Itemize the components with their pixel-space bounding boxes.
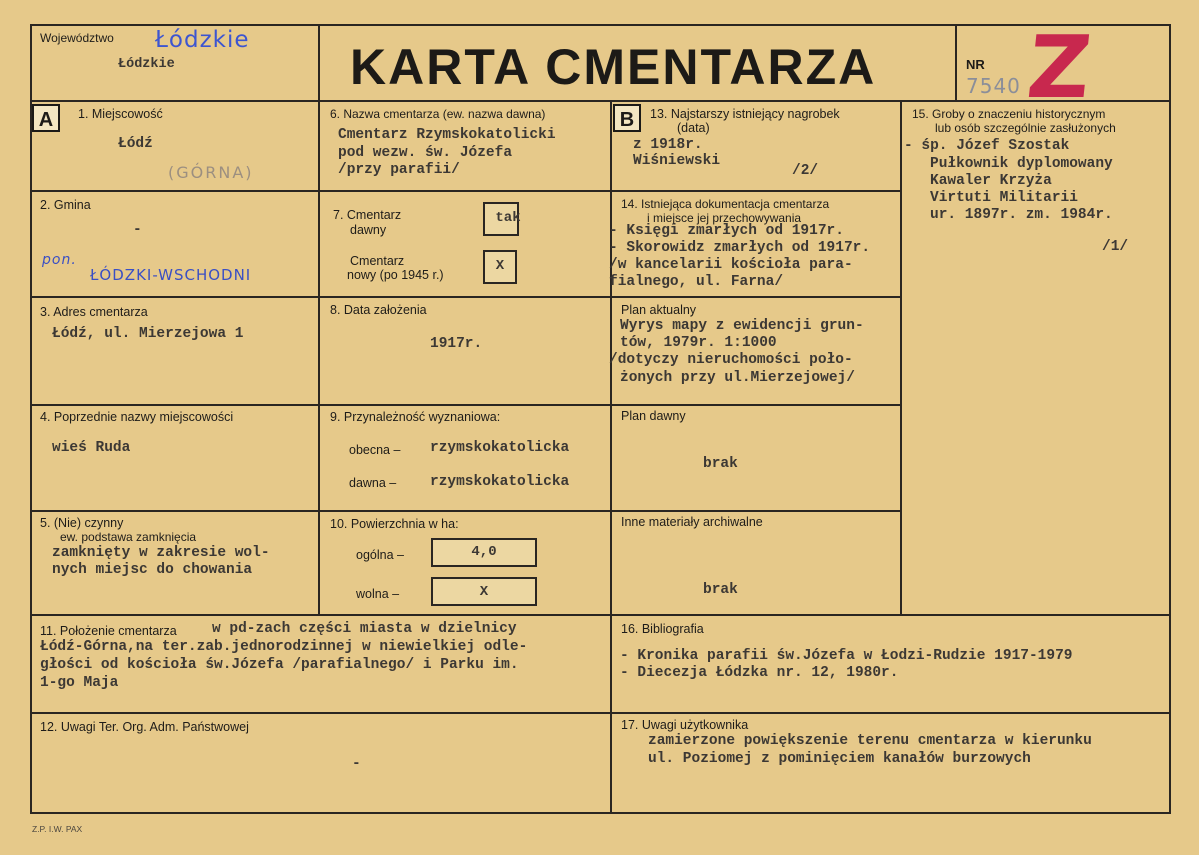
- field-11-line-4: 1-go Maja: [40, 675, 119, 691]
- field-14-label: 14. Istniejąca dokumentacja cmentarza: [621, 197, 830, 211]
- wojewodztwo-typed: Łódzkie: [118, 57, 175, 72]
- field-15-line-5: ur. 1897r. zm. 1984r.: [930, 207, 1113, 223]
- field-14-line-3: /w kancelarii kościoła para-: [609, 257, 853, 273]
- field-7-dawny-label: dawny: [350, 223, 387, 237]
- plan-aktualny-line-3: /dotyczy nieruchomości poło-: [609, 352, 853, 368]
- field-8-value: 1917r.: [430, 336, 483, 352]
- section-b-box: B: [613, 104, 641, 132]
- field-14-line-4: fialnego, ul. Farna/: [609, 274, 784, 290]
- col-divider-1: [318, 100, 320, 614]
- field-7-label: 7. Cmentarz: [333, 208, 402, 222]
- nr-letter: Z: [1022, 18, 1096, 118]
- field-16-line-2: - Diecezja Łódzka nr. 12, 1980r.: [620, 665, 899, 681]
- field-17-line-2: ul. Poziomej z pominięciem kanałów burzowych: [648, 751, 1031, 767]
- field-17-line-1: zamierzone powiększenie terenu cmentarza w kierunku: [648, 733, 1092, 749]
- printer-mark: Z.P. I.W. PAX: [32, 824, 83, 834]
- wojewodztwo-label: Województwo: [40, 31, 114, 45]
- header-vline-1: [318, 24, 320, 102]
- field-15-line-3: Kawaler Krzyża: [930, 173, 1052, 189]
- divider-row-3: [30, 404, 900, 406]
- field-5-line-2: nych miejsc do chowania: [52, 562, 253, 578]
- plan-aktualny-line-2: tów, 1979r. 1:1000: [620, 335, 777, 351]
- plan-aktualny-line-4: żonych przy ul.Mierzejowej/: [620, 370, 855, 386]
- field-8-label: 8. Data założenia: [330, 303, 427, 317]
- field-14-sublabel: i miejsce jej przechowywania: [647, 211, 802, 225]
- col-divider-3: [900, 100, 902, 614]
- field-9-obecna-label: obecna –: [349, 443, 401, 457]
- field-10-ogolna-value: 4,0: [471, 544, 497, 560]
- field-16-line-1: - Kronika parafii św.Józefa w Łodzi-Rudzie 1917-1979: [620, 648, 1073, 664]
- field-3-value: Łódź, ul. Mierzejowa 1: [52, 326, 244, 342]
- field-14-line-2: - Skorowidz zmarłych od 1917r.: [609, 240, 871, 256]
- plan-aktualny-label: Plan aktualny: [621, 303, 697, 317]
- nr-number: 7540: [966, 74, 1021, 98]
- divider-row-1-left: [30, 190, 610, 192]
- plan-aktualny-line-1: Wyrys mapy z ewidencji grun-: [620, 318, 864, 334]
- field-6-line-1: Cmentarz Rzymskokatolicki: [338, 127, 556, 143]
- plan-dawny-value: brak: [703, 456, 738, 472]
- field-5-label: 5. (Nie) czynny: [40, 516, 124, 530]
- field-4-label: 4. Poprzednie nazwy miejscowości: [40, 410, 234, 424]
- field-17-label: 17. Uwagi użytkownika: [621, 718, 749, 732]
- field-1-pencil-note: (GÓRNA): [168, 163, 254, 182]
- header-divider: [30, 100, 1171, 102]
- field-11-line-1: w pd-zach części miasta w dzielnicy: [212, 621, 517, 637]
- field-13-line-2: Wiśniewski: [633, 153, 721, 169]
- field-5-line-1: zamknięty w zakresie wol-: [52, 545, 270, 561]
- field-13-line-1: z 1918r.: [633, 137, 703, 153]
- field-2-value: -: [133, 222, 142, 238]
- inne-materialy-value: brak: [703, 582, 738, 598]
- field-3-label: 3. Adres cmentarza: [40, 305, 148, 319]
- field-10-ogolna-label: ogólna –: [356, 548, 404, 562]
- divider-row-5: [30, 614, 1171, 616]
- field-15-line-4: Virtuti Militarii: [930, 190, 1078, 206]
- field-14-line-1: - Księgi zmarłych od 1917r.: [609, 223, 844, 239]
- field-9-dawna-label: dawna –: [349, 476, 397, 490]
- field-1-value: Łódź: [118, 136, 153, 152]
- field-1-label: 1. Miejscowość: [78, 107, 163, 121]
- divider-row-6: [30, 712, 1171, 714]
- field-15-label: 15. Groby o znaczeniu historycznym: [912, 107, 1106, 121]
- field-7-nowy-label-2: nowy (po 1945 r.): [347, 268, 444, 282]
- field-7-dawny-value: tak: [495, 210, 521, 226]
- field-13-sublabel: (data): [677, 121, 710, 135]
- field-13-label: 13. Najstarszy istniejący nagrobek: [650, 107, 840, 121]
- section-a-box: A: [32, 104, 60, 132]
- header-vline-2: [955, 24, 957, 102]
- field-15-sublabel: lub osób szczególnie zasłużonych: [935, 121, 1116, 135]
- field-12-value: -: [352, 756, 361, 772]
- field-15-count: /1/: [1102, 239, 1129, 255]
- plan-dawny-label: Plan dawny: [621, 409, 686, 423]
- nr-label: NR: [966, 57, 985, 72]
- divider-row-1-mid: [610, 190, 900, 192]
- field-4-value: wieś Ruda: [52, 440, 131, 456]
- field-2-label: 2. Gmina: [40, 198, 91, 212]
- field-15-line-2: Pułkownik dyplomowany: [930, 156, 1113, 172]
- field-11-line-2: Łódź-Górna,na ter.zab.jednorodzinnej w niewielkiej odle-: [40, 639, 528, 655]
- divider-row-4: [30, 510, 900, 512]
- field-9-obecna-value: rzymskokatolicka: [430, 440, 570, 456]
- field-6-label: 6. Nazwa cmentarza (ew. nazwa dawna): [330, 107, 546, 121]
- card-title: KARTA CMENTARZA: [350, 39, 877, 95]
- field-7-nowy-value: X: [495, 258, 505, 274]
- col-divider-2: [610, 100, 612, 812]
- field-7-nowy-label-1: Cmentarz: [350, 254, 405, 268]
- field-2-hand-prefix: pon.: [42, 252, 77, 268]
- wojewodztwo-handwritten: Łódzkie: [155, 27, 250, 53]
- field-10-wolna-value: X: [479, 584, 489, 600]
- field-13-count: /2/: [792, 163, 819, 179]
- field-2-hand-value: ŁÓDZKI-WSCHODNI: [90, 266, 252, 284]
- field-6-line-3: /przy parafii/: [338, 162, 460, 178]
- field-9-dawna-value: rzymskokatolicka: [430, 474, 570, 490]
- field-10-wolna-label: wolna –: [356, 587, 400, 601]
- divider-row-2: [30, 296, 900, 298]
- field-16-label: 16. Bibliografia: [621, 622, 704, 636]
- field-12-label: 12. Uwagi Ter. Org. Adm. Państwowej: [40, 720, 249, 734]
- field-10-label: 10. Powierzchnia w ha:: [330, 517, 459, 531]
- field-15-line-1: - śp. Józef Szostak: [904, 138, 1070, 154]
- field-9-label: 9. Przynależność wyznaniowa:: [330, 410, 501, 424]
- field-5-sublabel: ew. podstawa zamknięcia: [60, 530, 197, 544]
- field-6-line-2: pod wezw. św. Józefa: [338, 145, 513, 161]
- field-11-label: 11. Położenie cmentarza: [40, 624, 177, 638]
- inne-materialy-label: Inne materiały archiwalne: [621, 515, 763, 529]
- field-11-line-3: głości od kościoła św.Józefa /parafialnego/ i Parku im.: [40, 657, 519, 673]
